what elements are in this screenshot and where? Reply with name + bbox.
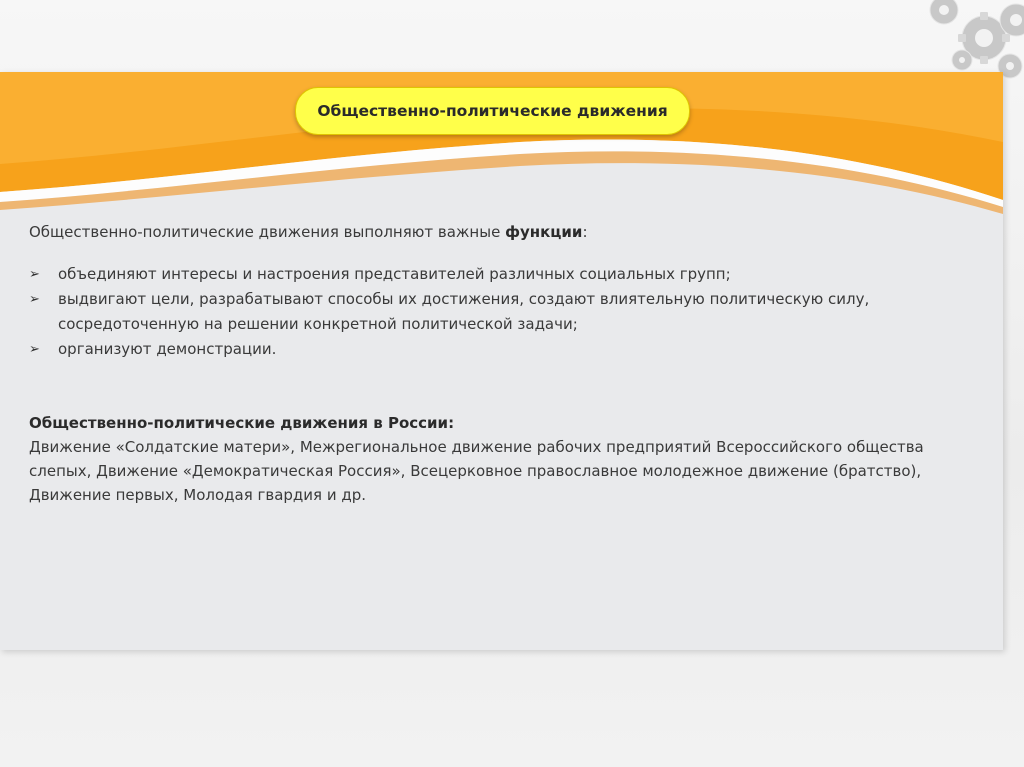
list-item-text: объединяют интересы и настроения представителей различных социальных групп; bbox=[58, 265, 731, 283]
section-title: Общественно-политические движения в России: bbox=[29, 414, 455, 432]
intro-suffix: : bbox=[582, 223, 588, 241]
intro-text bbox=[29, 220, 989, 244]
functions-list bbox=[29, 262, 989, 362]
list-item-text: организуют демонстрации. bbox=[58, 340, 277, 358]
gears-icon bbox=[834, 0, 1024, 80]
slide-content bbox=[29, 220, 989, 507]
list-item bbox=[29, 287, 989, 337]
list-item bbox=[29, 262, 989, 287]
arrow-bullet-icon: ➢ bbox=[29, 267, 40, 282]
list-item bbox=[29, 337, 989, 362]
list-item-text: выдвигают цели, разрабатывают способы их достижения, создают влиятельную политическую силу, сосредоточенную на решении конкретной политической задачи; bbox=[58, 290, 870, 333]
slide bbox=[0, 72, 1003, 650]
arrow-bullet-icon: ➢ bbox=[29, 292, 40, 307]
intro-bold-word: функции bbox=[505, 223, 583, 241]
slide-title-pill bbox=[295, 87, 690, 135]
arrow-bullet-icon: ➢ bbox=[29, 342, 40, 357]
intro-prefix: Общественно-политические движения выполняют важные bbox=[29, 223, 506, 241]
section-body: Движение «Солдатские матери», Межрегиональное движение рабочих предприятий Всероссийского общества слепых, Движение «Демократическая Россия», Всецерковное православное молодежное движение (братство), Движение первых, Молодая гвардия и др. bbox=[29, 438, 924, 504]
slide-title: Общественно-политические движения bbox=[317, 102, 668, 120]
